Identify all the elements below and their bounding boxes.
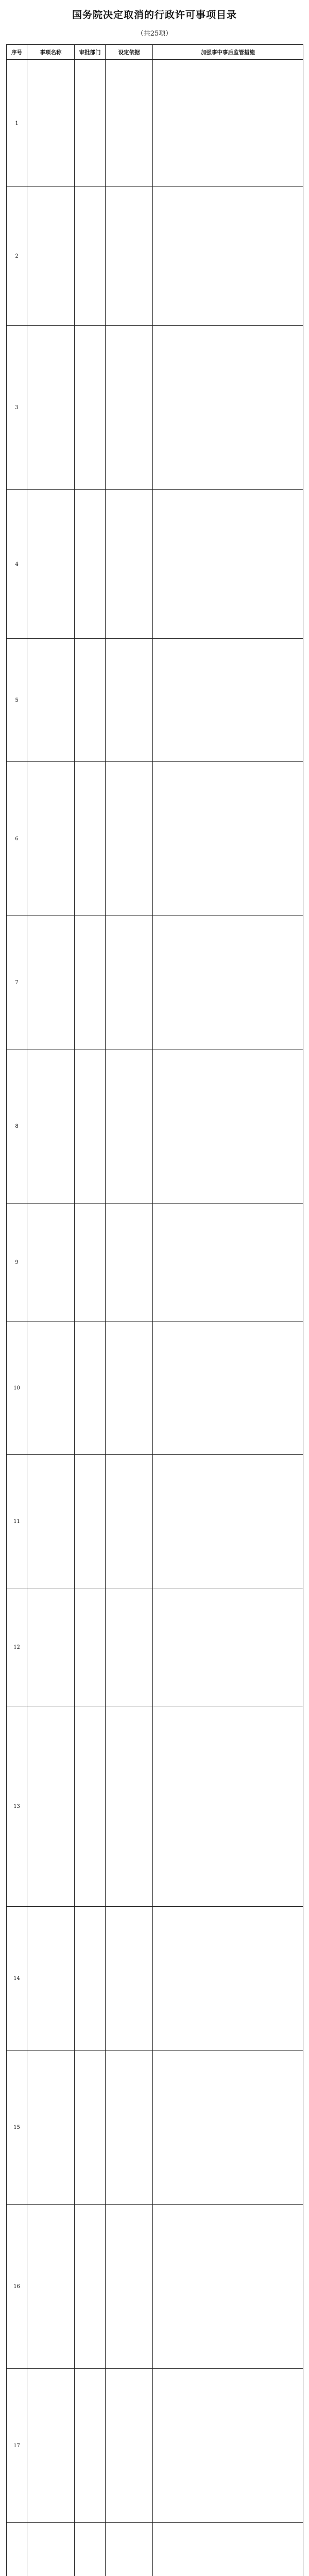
row-number-cell: 5	[7, 639, 27, 762]
item-name-cell	[27, 1455, 75, 1588]
item-name-cell	[27, 639, 75, 762]
supervision-measures-cell	[153, 916, 303, 1049]
row-number-cell: 8	[7, 1049, 27, 1204]
header-item-name: 事项名称	[27, 45, 75, 60]
supervision-measures-cell	[153, 762, 303, 916]
item-name-cell	[27, 2050, 75, 2205]
row-number-cell: 2	[7, 187, 27, 326]
supervision-measures-cell	[153, 2523, 303, 2576]
table-body	[7, 60, 303, 2576]
department-cell	[75, 1321, 106, 1455]
legal-basis-cell	[106, 60, 153, 187]
item-name-cell	[27, 490, 75, 639]
row-number-cell: 4	[7, 490, 27, 639]
table-row	[7, 2205, 303, 2369]
supervision-measures-cell	[153, 2050, 303, 2205]
header-department: 审批部门	[75, 45, 106, 60]
item-name-cell	[27, 326, 75, 490]
department-cell	[75, 1204, 106, 1321]
department-cell	[75, 2205, 106, 2369]
table-row	[7, 2050, 303, 2205]
department-cell	[75, 187, 106, 326]
document-header	[0, 0, 309, 44]
row-number-cell: 6	[7, 762, 27, 916]
department-cell	[75, 2523, 106, 2576]
row-number-cell: 11	[7, 1455, 27, 1588]
item-name-cell	[27, 1706, 75, 1907]
row-number-cell	[7, 2523, 27, 2576]
legal-basis-cell	[106, 1049, 153, 1204]
row-number-cell: 7	[7, 916, 27, 1049]
row-number-cell: 3	[7, 326, 27, 490]
table-row	[7, 916, 303, 1049]
row-number-cell: 13	[7, 1706, 27, 1907]
item-name-cell	[27, 2205, 75, 2369]
department-cell	[75, 2369, 106, 2523]
legal-basis-cell	[106, 762, 153, 916]
department-cell	[75, 639, 106, 762]
row-number-cell: 10	[7, 1321, 27, 1455]
supervision-measures-cell	[153, 490, 303, 639]
header-no: 序号	[7, 45, 27, 60]
table-row	[7, 1321, 303, 1455]
row-number-cell: 9	[7, 1204, 27, 1321]
legal-basis-cell	[106, 2050, 153, 2205]
legal-basis-cell	[106, 916, 153, 1049]
item-name-cell	[27, 2523, 75, 2576]
supervision-measures-cell	[153, 1204, 303, 1321]
supervision-measures-cell	[153, 1907, 303, 2050]
supervision-measures-cell	[153, 2205, 303, 2369]
supervision-measures-cell	[153, 60, 303, 187]
item-name-cell	[27, 2369, 75, 2523]
row-number-cell: 17	[7, 2369, 27, 2523]
supervision-measures-cell	[153, 1049, 303, 1204]
supervision-measures-cell	[153, 2369, 303, 2523]
item-name-cell	[27, 1049, 75, 1204]
department-cell	[75, 60, 106, 187]
supervision-measures-cell	[153, 326, 303, 490]
table-row	[7, 2369, 303, 2523]
legal-basis-cell	[106, 2205, 153, 2369]
table-row	[7, 639, 303, 762]
department-cell	[75, 490, 106, 639]
table-row	[7, 1588, 303, 1706]
department-cell	[75, 1588, 106, 1706]
legal-basis-cell	[106, 1706, 153, 1907]
table-row	[7, 187, 303, 326]
legal-basis-cell	[106, 1321, 153, 1455]
department-cell	[75, 1455, 106, 1588]
department-cell	[75, 1706, 106, 1907]
row-number-cell: 1	[7, 60, 27, 187]
row-number-cell: 16	[7, 2205, 27, 2369]
supervision-measures-cell	[153, 1588, 303, 1706]
row-number-cell: 15	[7, 2050, 27, 2205]
header-legal-basis: 设定依据	[106, 45, 153, 60]
department-cell	[75, 762, 106, 916]
row-number-cell: 14	[7, 1907, 27, 2050]
table-row	[7, 60, 303, 187]
item-name-cell	[27, 187, 75, 326]
item-name-cell	[27, 1204, 75, 1321]
table-row	[7, 762, 303, 916]
department-cell	[75, 916, 106, 1049]
table-header	[7, 45, 303, 60]
document-title: 国务院决定取消的行政许可事项目录	[72, 9, 237, 21]
table-row	[7, 490, 303, 639]
item-name-cell	[27, 762, 75, 916]
legal-basis-cell	[106, 639, 153, 762]
legal-basis-cell	[106, 2369, 153, 2523]
item-name-cell	[27, 916, 75, 1049]
header-supervision-measures: 加强事中事后监管措施	[153, 45, 303, 60]
legal-basis-cell	[106, 187, 153, 326]
department-cell	[75, 1907, 106, 2050]
supervision-measures-cell	[153, 1455, 303, 1588]
legal-basis-cell	[106, 1588, 153, 1706]
item-count-subtitle: （共25项）	[136, 30, 173, 38]
table-row	[7, 1706, 303, 1907]
department-cell	[75, 326, 106, 490]
supervision-measures-cell	[153, 187, 303, 326]
legal-basis-cell	[106, 1907, 153, 2050]
item-name-cell	[27, 1321, 75, 1455]
table-row	[7, 1907, 303, 2050]
item-name-cell	[27, 60, 75, 187]
legal-basis-cell	[106, 2523, 153, 2576]
table-row	[7, 1455, 303, 1588]
department-cell	[75, 1049, 106, 1204]
table-row	[7, 1049, 303, 1204]
item-name-cell	[27, 1907, 75, 2050]
supervision-measures-cell	[153, 1321, 303, 1455]
header-row	[7, 45, 303, 60]
department-cell	[75, 2050, 106, 2205]
legal-basis-cell	[106, 1455, 153, 1588]
legal-basis-cell	[106, 326, 153, 490]
legal-basis-cell	[106, 1204, 153, 1321]
revoked-permits-table	[6, 44, 303, 2576]
supervision-measures-cell	[153, 639, 303, 762]
table-row	[7, 326, 303, 490]
table-row	[7, 2523, 303, 2576]
supervision-measures-cell	[153, 1706, 303, 1907]
table-row	[7, 1204, 303, 1321]
legal-basis-cell	[106, 490, 153, 639]
row-number-cell: 12	[7, 1588, 27, 1706]
item-name-cell	[27, 1588, 75, 1706]
